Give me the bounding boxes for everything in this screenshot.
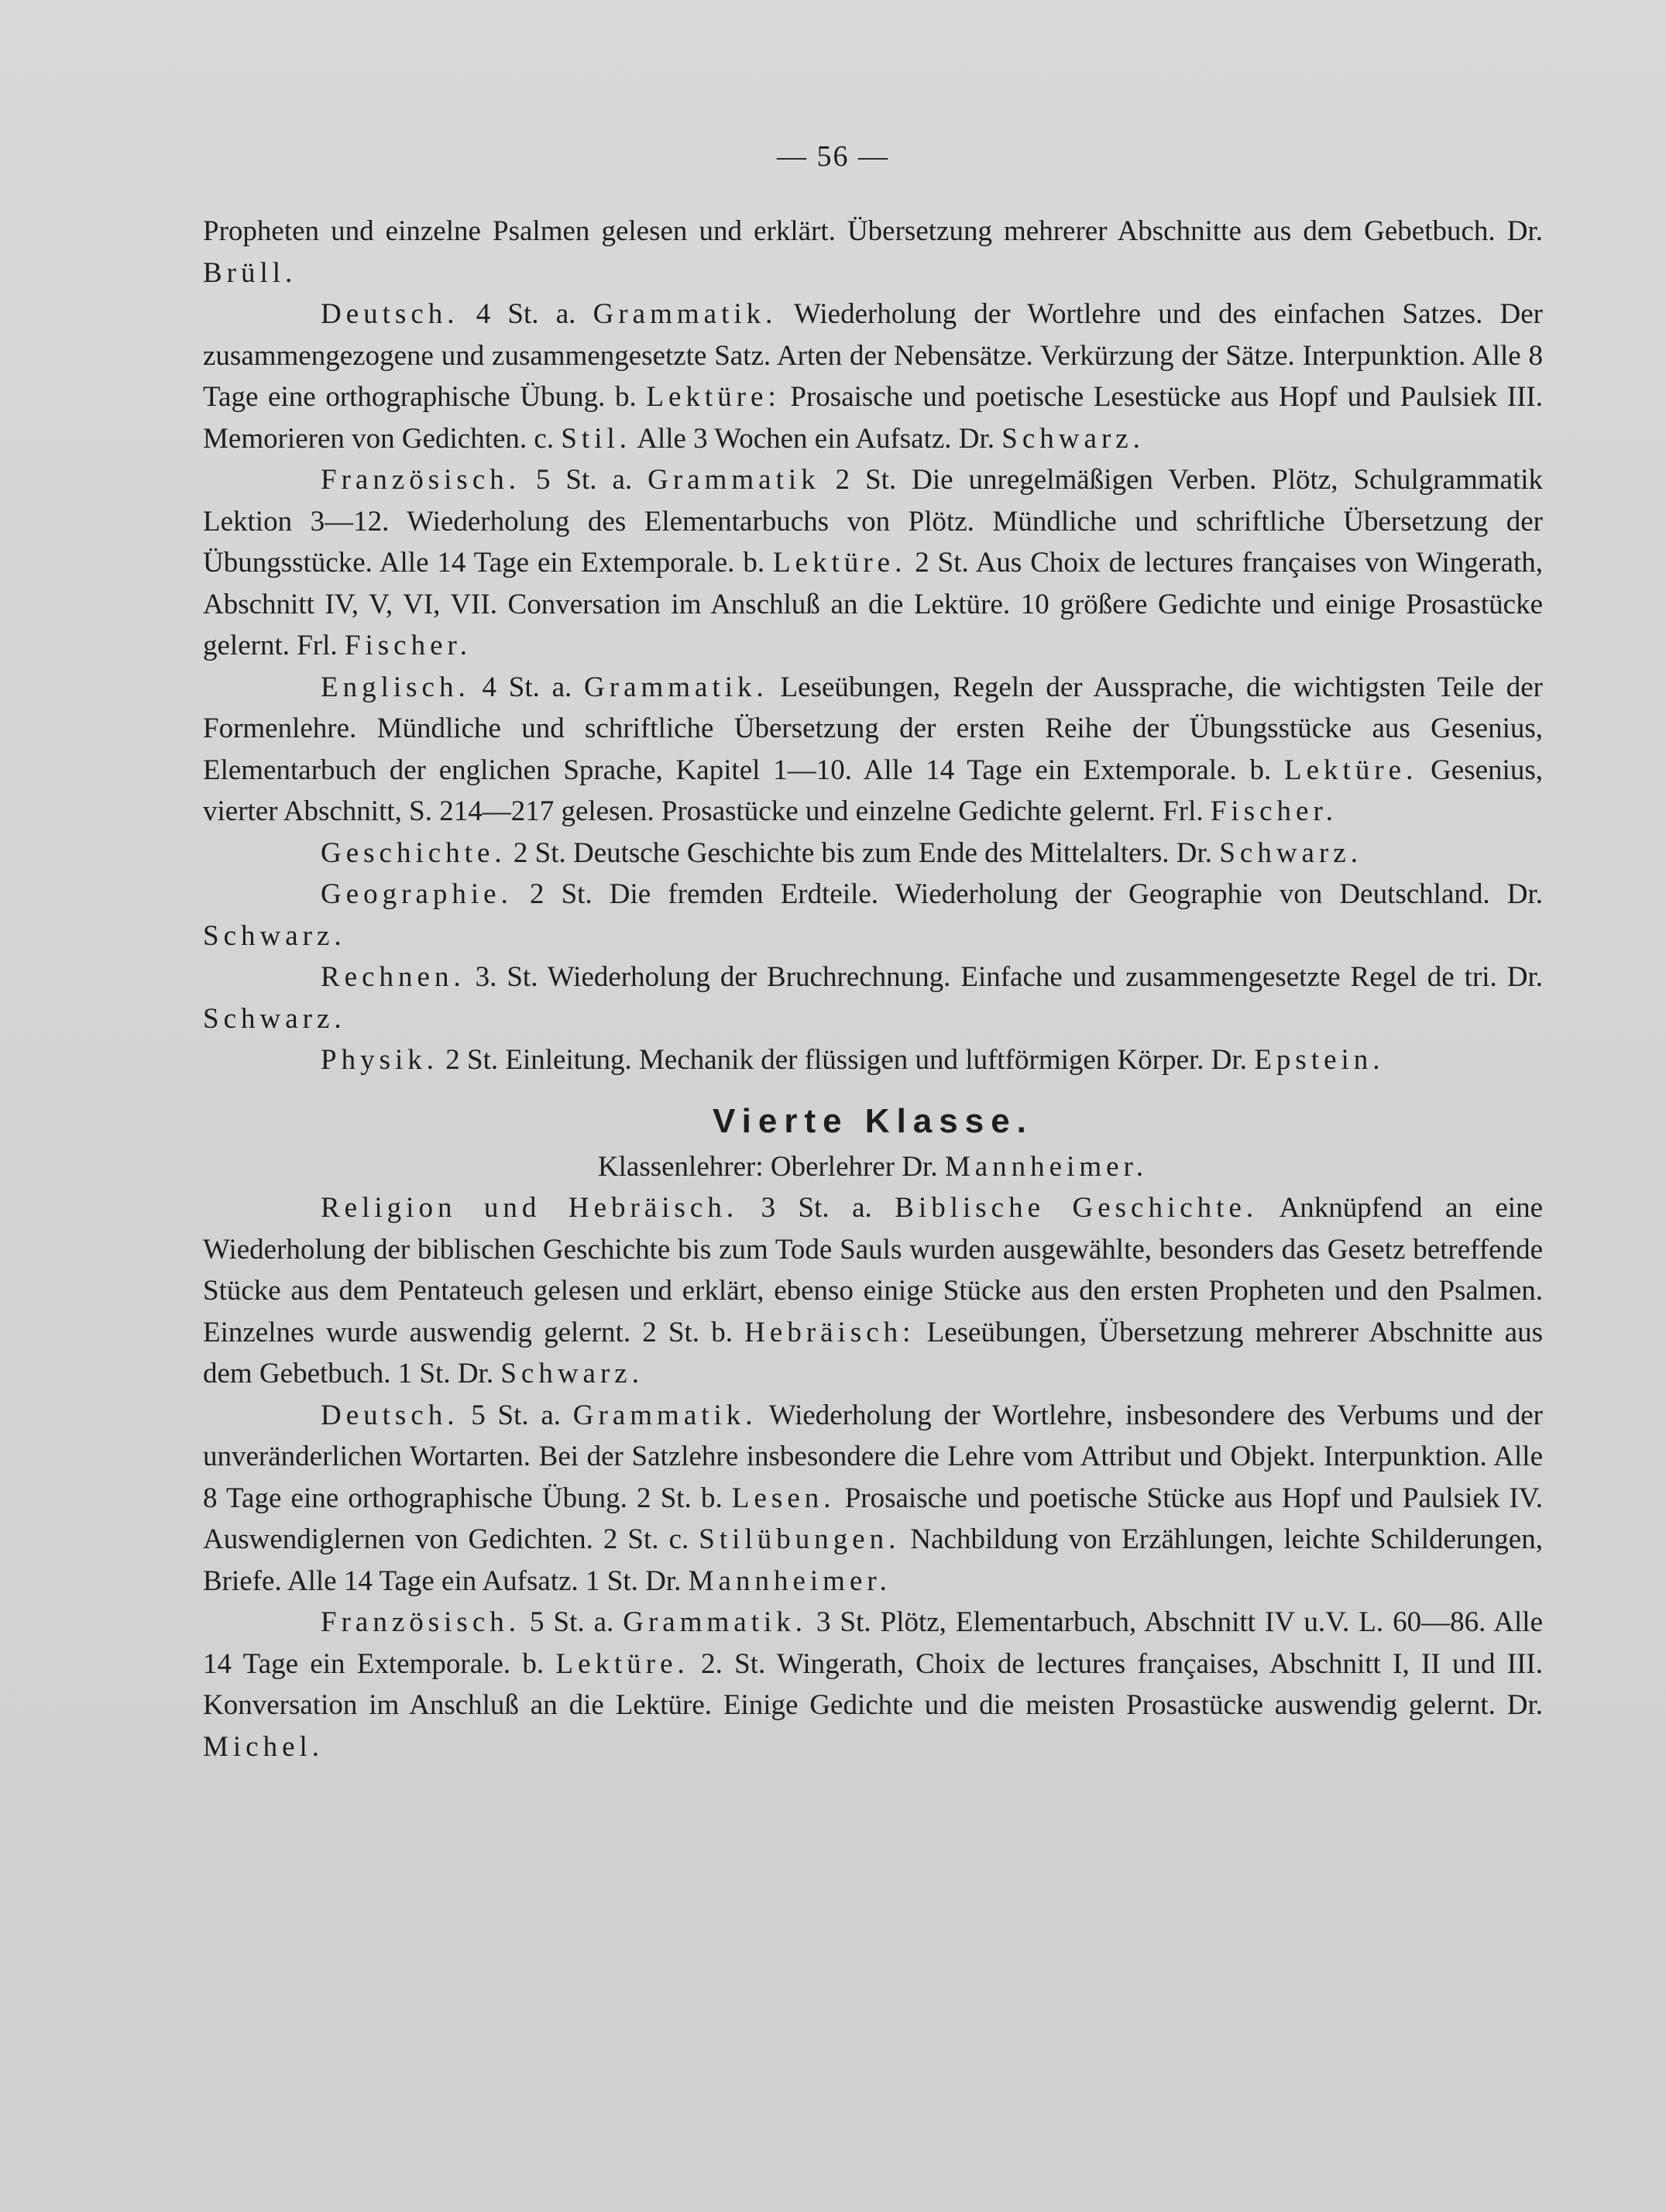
teacher-name: Schwarz.	[1219, 836, 1362, 869]
section-label: Grammatik.	[572, 1399, 757, 1431]
paragraph-rechnen	[203, 957, 1543, 1039]
section-label: Lektüre:	[646, 381, 781, 413]
subject-label: Französisch.	[321, 464, 520, 496]
text: 2 St. Die fremden Erdteile. Wiederholung der Geographie von Deutschland. Dr.	[512, 878, 1543, 910]
teacher-name: Mannheimer.	[944, 1150, 1149, 1183]
section-label: Stil.	[561, 422, 632, 455]
text: 4 St. a.	[459, 298, 593, 330]
section-label: Lektüre.	[1284, 754, 1418, 786]
text: 5 St. a.	[520, 464, 648, 496]
page-number: — 56 —	[777, 140, 889, 173]
paragraph-deutsch-vierte	[203, 1395, 1543, 1602]
section-label: Lesen.	[731, 1482, 836, 1514]
teacher-name: Schwarz.	[203, 1002, 346, 1035]
paragraph-physik	[203, 1039, 1543, 1081]
teacher-name: Schwarz.	[500, 1358, 644, 1389]
subject-label: Deutsch.	[321, 1399, 459, 1431]
teacher-name: Michel.	[203, 1730, 325, 1763]
text: 2. St. Wingerath, Choix de lectures françaises, Abschnitt I, II und III. Konversation im Anschluß an die Lektüre. Einige Gedichte und die meisten Prosastücke auswendig gelernt. Dr.	[203, 1647, 1543, 1721]
text: 2 St. Deutsche Geschichte bis zum Ende des Mittelalters. Dr.	[506, 836, 1220, 869]
text: 2 St. Aus Choix de lectures françaises von Wingerath, Abschnitt IV, V, VI, VII. Conversation im Anschluß an die Lektüre. 10 größere Gedichte und einige Prosastücke gelernt. Frl.	[203, 547, 1543, 661]
teacher-name: Fischer.	[344, 630, 472, 661]
text: Alle 3 Wochen ein Aufsatz. Dr.	[631, 422, 1002, 455]
text: Prosaische und poetische Lesestücke aus Hopf und Paulsiek III. Memorieren von Gedichten. c.	[203, 381, 1544, 455]
text: 2 St. Die unregelmäßigen Verben. Plötz, Schulgrammatik Lektion 3—12. Wiederholung des Elementarbuchs von Plötz. Mündliche und schriftliche Übersetzung der Übungsstücke. Alle 14 Tage ein Extemporale. b.	[203, 464, 1544, 579]
section-label: Grammatik.	[593, 298, 778, 330]
teacher-name: Brüll.	[203, 256, 297, 289]
paragraph-deutsch	[203, 294, 1543, 459]
text: Gesenius, vierter Abschnitt, S. 214—217 gelesen. Prosastücke und einzelne Gedichte gelernt. Frl.	[203, 754, 1543, 827]
section-label: Biblische Geschichte.	[895, 1192, 1259, 1224]
text: Leseübungen, Regeln der Aussprache, die wichtigsten Teile der Formenlehre. Mündliche und schriftliche Übersetzung der ersten Reihe der Übungsstücke aus Gesenius, Elementarbuch der englichen Sprache, Kapitel 1—10. Alle 14 Tage ein Extemporale. b.	[203, 671, 1543, 786]
section-label: Lektüre.	[773, 547, 907, 579]
section-label: Hebräisch:	[744, 1316, 915, 1348]
text: Propheten und einzelne Psalmen gelesen und erklärt. Übersetzung mehrerer Abschnitte aus dem Gebetbuch. Dr.	[203, 215, 1543, 247]
text: Nachbildung von Erzählungen, leichte Schilderungen, Briefe. Alle 14 Tage ein Aufsatz. 1 St. Dr.	[203, 1523, 1543, 1597]
paragraph-franzoesisch	[203, 459, 1543, 667]
text: Wiederholung der Wortlehre, insbesondere des Verbums und der unveränderlichen Wortarten. Bei der Satzlehre insbesondere die Lehre vom Attribut und Objekt. Interpunktion. Alle 8 Tage eine orthographische Übung. 2 St. b.	[203, 1399, 1544, 1514]
subject-label: Religion und Hebräisch.	[321, 1192, 739, 1224]
paragraph-englisch	[203, 667, 1543, 833]
paragraph-religion-continuation	[203, 211, 1543, 294]
section-label: Grammatik.	[623, 1606, 808, 1638]
text: Prosaische und poetische Stücke aus Hopf und Paulsiek IV. Auswendiglernen von Gedichten. 2 St. c.	[203, 1482, 1544, 1555]
subject-label: Rechnen.	[321, 961, 465, 993]
section-label: Grammatik.	[584, 671, 768, 703]
teacher-name: Schwarz.	[203, 919, 346, 952]
subject-label: Deutsch.	[321, 298, 459, 330]
text: 3 St. Plötz, Elementarbuch, Abschnitt IV u.V. L. 60—86. Alle 14 Tage ein Extemporale. b.	[203, 1606, 1544, 1680]
section-label: Lektüre.	[555, 1647, 689, 1680]
teacher-name: Mannheimer.	[688, 1565, 891, 1597]
text: Leseübungen, Übersetzung mehrerer Abschnitte aus dem Gebetbuch. 1 St. Dr.	[203, 1316, 1543, 1389]
paragraph-geographie	[203, 874, 1543, 957]
text: 3. St. Wiederholung der Bruchrechnung. Einfache und zusammengesetzte Regel de tri. Dr.	[465, 961, 1543, 993]
subject-label: Geschichte.	[321, 836, 507, 869]
paragraph-religion-hebraeisch	[203, 1187, 1543, 1395]
teacher-name: Schwarz.	[1001, 422, 1145, 455]
section-label: Stilübungen.	[699, 1523, 901, 1555]
subject-label: Englisch.	[321, 671, 470, 703]
subject-label: Physik.	[321, 1044, 439, 1076]
text: 5 St. a.	[459, 1399, 573, 1431]
subject-label: Französisch.	[321, 1606, 520, 1638]
text: 3 St. a.	[738, 1192, 895, 1224]
section-label: Grammatik	[648, 464, 820, 496]
body-text	[203, 211, 1543, 1767]
text: Wiederholung der Wortlehre und des einfachen Satzes. Der zusammengezogene und zusammengesetzte Satz. Arten der Nebensätze. Verkürzung der Sätze. Interpunktion. Alle 8 Tage eine orthographische Übung. b.	[203, 298, 1543, 413]
text: Anknüpfend an eine Wiederholung der biblischen Geschichte bis zum Tode Sauls wurden ausgewählte, besonders das Gesetz betreffende Stücke aus dem Pentateuch gelesen und erklärt, ebenso einige Stücke aus den ersten Propheten und den Psalmen. Einzelnes wurde auswendig gelernt. 2 St. b.	[203, 1192, 1543, 1348]
paragraph-geschichte	[203, 833, 1543, 874]
text: Klassenlehrer: Oberlehrer Dr.	[597, 1150, 945, 1183]
section-heading: Vierte Klasse.	[713, 1101, 1033, 1140]
text: 4 St. a.	[469, 671, 585, 703]
class-teacher-line	[203, 1146, 1543, 1188]
subject-label: Geographie.	[321, 878, 513, 910]
paragraph-franzoesisch-vierte	[203, 1602, 1543, 1767]
text: 5 St. a.	[520, 1606, 623, 1638]
text: 2 St. Einleitung. Mechanik der flüssigen und luftförmigen Körper. Dr.	[438, 1044, 1255, 1076]
teacher-name: Fischer.	[1210, 795, 1338, 827]
teacher-name: Epstein.	[1254, 1044, 1385, 1076]
